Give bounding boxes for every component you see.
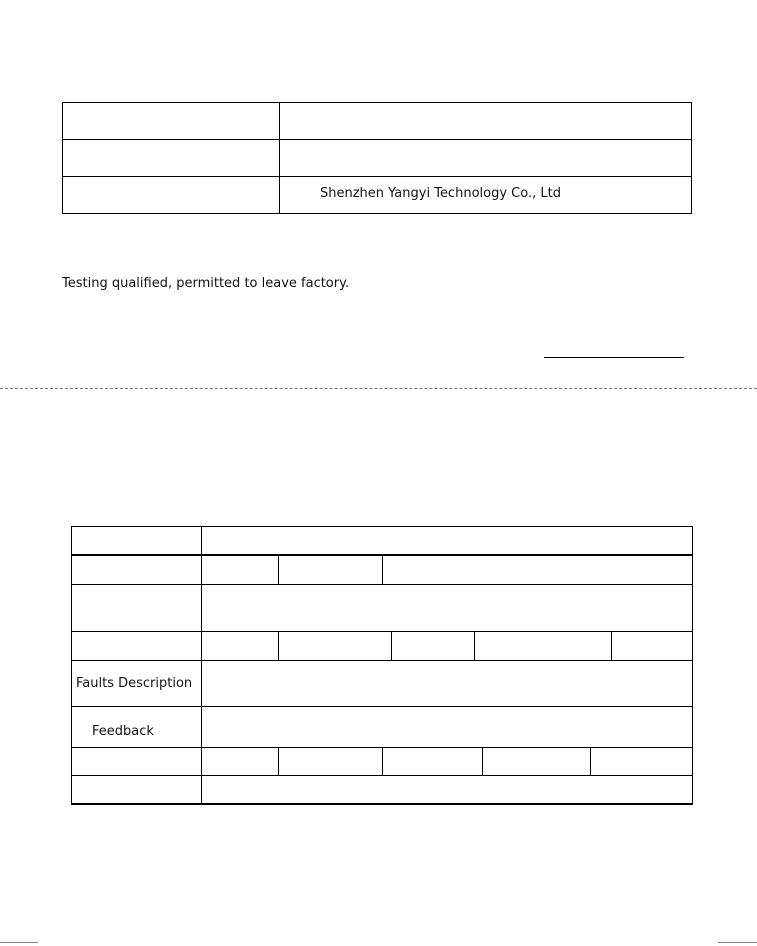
warranty-table-cell-divider [278, 555, 279, 585]
certificate-table-row-divider [62, 176, 692, 177]
warranty-table-cell-divider [391, 631, 392, 661]
feedback-label: Feedback [92, 724, 154, 739]
corner-mark-left [0, 942, 38, 943]
faults-description-label: Faults Description [76, 676, 193, 691]
warranty-table-cell-divider [382, 555, 383, 585]
warranty-table-cell-divider [590, 747, 591, 776]
warranty-table-cell-divider [611, 631, 612, 661]
certificate-table-col-divider [279, 102, 280, 214]
corner-mark-right [718, 942, 757, 943]
qualified-statement: Testing qualified, permitted to leave factory. [62, 276, 350, 291]
warranty-table-cell-divider [474, 631, 475, 661]
warranty-table-cell-divider [382, 747, 383, 776]
warranty-table-row-divider [71, 660, 693, 661]
warranty-table-row-divider [71, 706, 693, 707]
warranty-table-cell-divider [482, 747, 483, 776]
warranty-table-cell-divider [278, 747, 279, 776]
cut-line [0, 388, 757, 389]
certificate-table-row-divider [62, 139, 692, 140]
warranty-table-bottom-border [71, 803, 693, 805]
manufacturer-name: Shenzhen Yangyi Technology Co., Ltd [320, 186, 561, 201]
warranty-table-row-divider [71, 631, 693, 632]
warranty-table-cell-divider [278, 631, 279, 661]
signature-line [544, 357, 684, 358]
warranty-table-col-divider [201, 526, 202, 805]
